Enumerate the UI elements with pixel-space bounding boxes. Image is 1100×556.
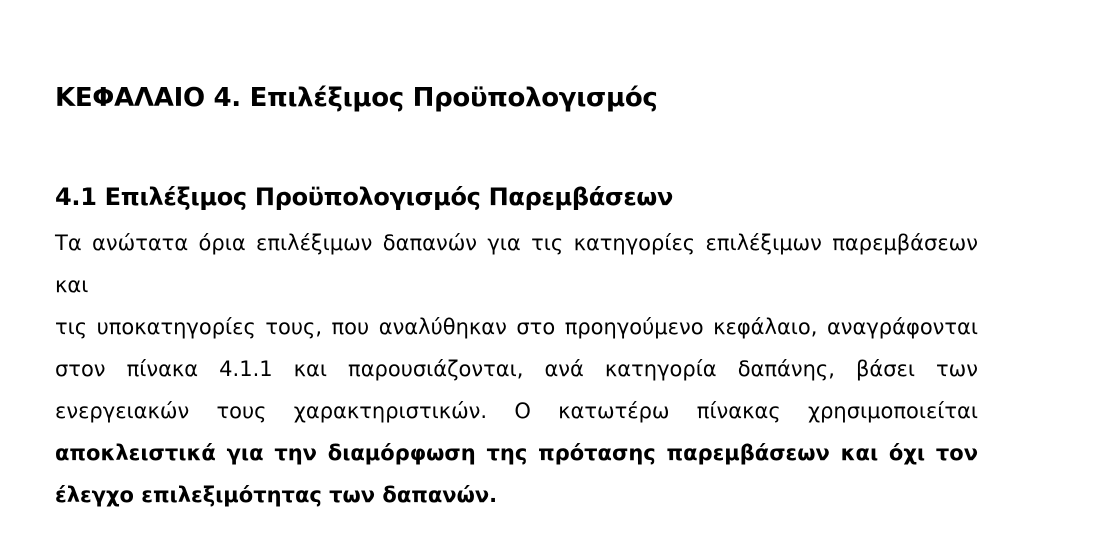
chapter-heading: ΚΕΦΑΛΑΙΟ 4. Επιλέξιμος Προϋπολογισμός <box>55 83 658 113</box>
paragraph-line-3: στον πίνακα 4.1.1 και παρουσιάζονται, ανά κατηγορία δαπάνης, βάσει των <box>55 357 978 381</box>
body-paragraph <box>55 222 978 516</box>
paragraph-line-5: αποκλειστικά για την διαμόρφωση της πρότασης παρεμβάσεων και όχι τον <box>55 441 978 465</box>
paragraph-line-6: έλεγχο επιλεξιμότητας των δαπανών. <box>55 483 498 507</box>
paragraph-line-4: ενεργειακών τους χαρακτηριστικών. Ο κατωτέρω πίνακας χρησιμοποιείται <box>55 399 978 423</box>
section-heading: 4.1 Επιλέξιμος Προϋπολογισμός Παρεμβάσεων <box>55 183 674 211</box>
paragraph-line-1: Τα ανώτατα όρια επιλέξιμων δαπανών για τις κατηγορίες επιλέξιμων παρεμβάσεων και <box>55 231 978 297</box>
paragraph-line-2: τις υποκατηγορίες τους, που αναλύθηκαν στο προηγούμενο κεφάλαιο, αναγράφονται <box>55 315 978 339</box>
